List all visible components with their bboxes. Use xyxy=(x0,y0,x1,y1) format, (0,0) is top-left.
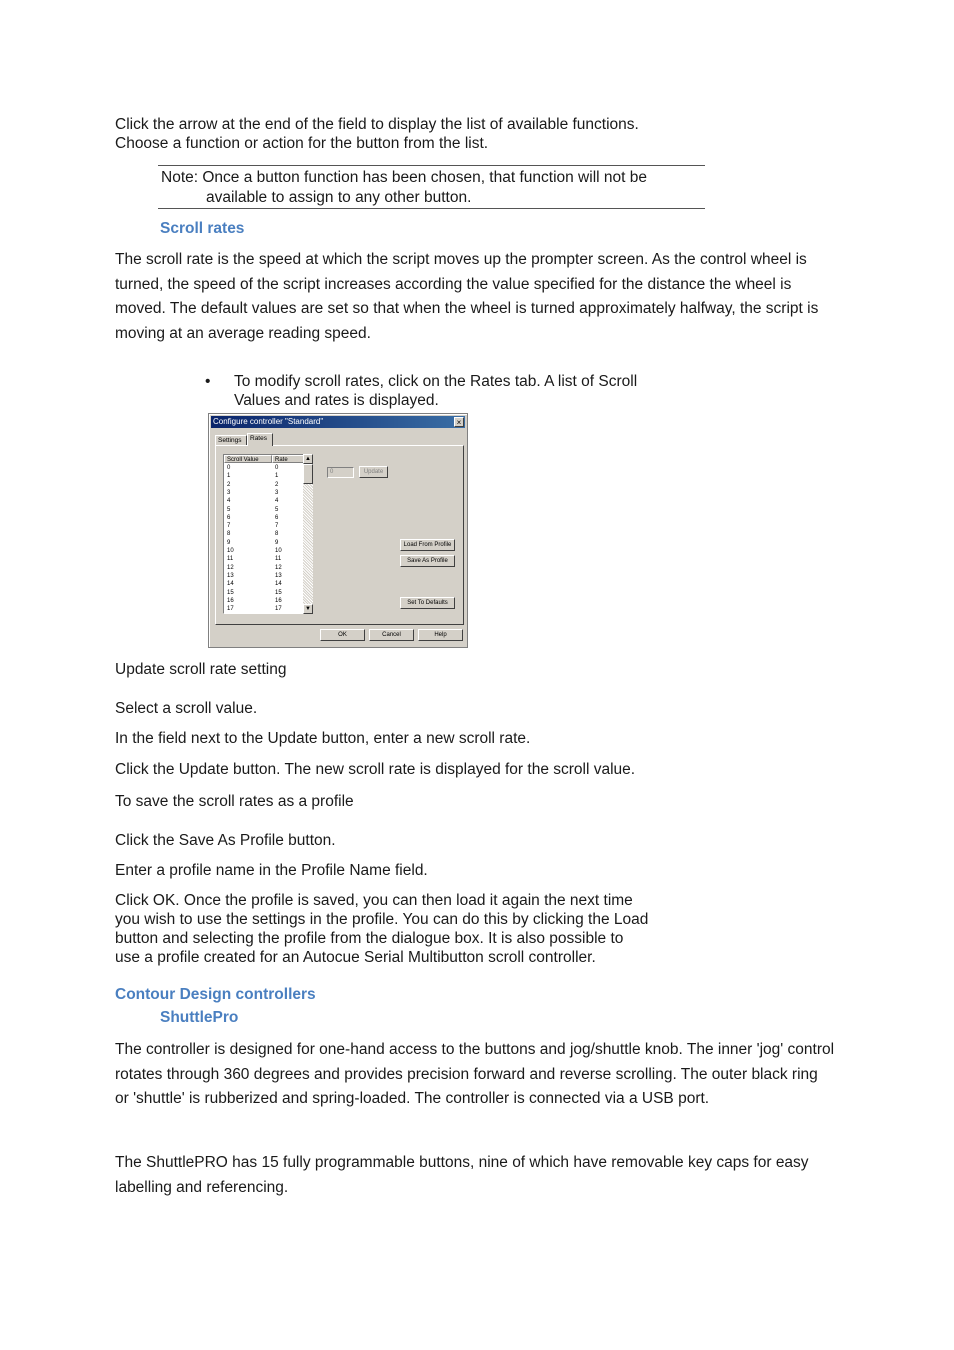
scroll-value-cell: 12 xyxy=(227,564,234,571)
list-scrollbar[interactable] xyxy=(303,454,313,614)
rate-cell: 4 xyxy=(275,498,279,505)
list-item[interactable] xyxy=(227,506,307,514)
rate-cell: 12 xyxy=(275,564,282,571)
update-step-3: Click the Update button. The new scroll rate is displayed for the scroll value. xyxy=(115,761,636,778)
save-step-3-line-1: Click OK. Once the profile is saved, you can then load it again the next time xyxy=(115,892,633,909)
contour-paragraph-1: The controller is designed for one-hand access to the buttons and jog/shuttle knob. The inner 'jog' control rotates through 360 degrees and provides precision forward and reverse scrolling. The outer black ring or 'shuttle' is rubberized and spring-loaded. The controller is connected via a USB port. xyxy=(115,1041,835,1107)
rate-cell: 2 xyxy=(275,481,279,488)
scroll-rates-heading: Scroll rates xyxy=(160,220,245,237)
intro-line-1: Click the arrow at the end of the field to display the list of available functions. xyxy=(115,116,639,133)
rate-cell: 10 xyxy=(275,548,282,554)
scroll-value-cell: 6 xyxy=(227,514,231,521)
help-button[interactable]: Help xyxy=(418,629,463,641)
scroll-value-cell: 10 xyxy=(227,548,234,554)
rate-cell: 0 xyxy=(275,465,279,471)
save-step-2: Enter a profile name in the Profile Name field. xyxy=(115,862,428,879)
rate-cell: 8 xyxy=(275,531,279,538)
list-item[interactable] xyxy=(227,547,307,555)
scroll-up-icon[interactable]: ▲ xyxy=(303,454,313,464)
scroll-value-cell: 0 xyxy=(227,465,231,471)
update-button[interactable]: Update xyxy=(359,466,388,478)
list-item[interactable] xyxy=(227,497,307,505)
configure-controller-dialog xyxy=(208,413,468,648)
list-item[interactable] xyxy=(227,514,307,522)
save-step-3-line-3: button and selecting the profile from the dialogue box. It is also possible to xyxy=(115,930,624,947)
ok-button[interactable]: OK xyxy=(320,629,365,641)
rate-input[interactable]: 0 xyxy=(327,467,354,478)
list-item[interactable] xyxy=(227,605,307,613)
scroll-down-icon[interactable]: ▼ xyxy=(303,604,313,614)
rate-cell: 9 xyxy=(275,539,279,546)
bullet-line-2: Values and rates is displayed. xyxy=(234,392,439,409)
scroll-value-cell: 1 xyxy=(227,473,231,480)
rate-cell: 13 xyxy=(275,572,282,579)
list-item[interactable] xyxy=(227,597,307,605)
scroll-value-cell: 11 xyxy=(227,556,234,563)
load-from-profile-button[interactable]: Load From Profile xyxy=(400,539,455,551)
list-item[interactable] xyxy=(227,464,307,472)
save-step-1: Click the Save As Profile button. xyxy=(115,832,336,849)
column-header-scroll-value[interactable]: Scroll Value xyxy=(224,455,272,463)
scroll-value-cell: 9 xyxy=(227,539,231,546)
scroll-rates-paragraph: The scroll rate is the speed at which the script moves up the prompter screen. As the control wheel is turned, the speed of the script increases according the value specified for the distance the wheel is moved. The default values are set so that when the wheel is turned approximately halfway, the script is moving at an average reading speed. xyxy=(115,251,819,342)
tab-rates[interactable]: Rates xyxy=(247,433,273,446)
note-line-2: available to assign to any other button. xyxy=(206,189,472,206)
save-step-3-line-4: use a profile created for an Autocue Serial Multibutton scroll controller. xyxy=(115,949,596,966)
scroll-value-cell: 15 xyxy=(227,589,234,596)
rate-cell: 16 xyxy=(275,597,282,604)
update-step-2: In the field next to the Update button, enter a new scroll rate. xyxy=(115,730,531,747)
bullet-dot-icon: • xyxy=(205,373,211,390)
rate-cell: 11 xyxy=(275,556,282,563)
scroll-rate-list[interactable] xyxy=(223,454,313,614)
scroll-value-cell: 3 xyxy=(227,489,231,496)
contour-heading: Contour Design controllers xyxy=(115,986,316,1003)
scroll-value-cell: 13 xyxy=(227,572,234,579)
list-item[interactable] xyxy=(227,539,307,547)
list-item[interactable] xyxy=(227,564,307,572)
note-line-1: Note: Once a button function has been chosen, that function will not be xyxy=(161,169,647,186)
scroll-value-cell: 14 xyxy=(227,581,234,588)
save-as-profile-button[interactable]: Save As Profile xyxy=(400,555,455,567)
scroll-value-cell: 5 xyxy=(227,506,231,513)
rate-cell: 14 xyxy=(275,581,282,588)
close-icon[interactable]: × xyxy=(454,417,464,427)
set-to-defaults-button[interactable]: Set To Defaults xyxy=(400,597,455,609)
update-step-1: Select a scroll value. xyxy=(115,700,258,717)
scroll-value-cell: 4 xyxy=(227,498,231,505)
rate-cell: 17 xyxy=(275,606,282,613)
scrollbar-thumb[interactable] xyxy=(303,464,313,484)
shuttlepro-subheading: ShuttlePro xyxy=(160,1009,239,1026)
save-step-3-line-2: you wish to use the settings in the profile. You can do this by clicking the Load xyxy=(115,911,649,928)
list-item[interactable] xyxy=(227,472,307,480)
rate-cell: 15 xyxy=(275,589,282,596)
bullet-line-1: To modify scroll rates, click on the Rates tab. A list of Scroll xyxy=(234,373,638,390)
scroll-value-cell: 2 xyxy=(227,481,231,488)
scroll-value-cell: 17 xyxy=(227,606,234,613)
tab-settings[interactable]: Settings xyxy=(215,435,247,446)
list-item[interactable] xyxy=(227,555,307,563)
list-item[interactable] xyxy=(227,530,307,538)
update-heading: Update scroll rate setting xyxy=(115,661,287,678)
note-box xyxy=(158,165,705,209)
save-heading: To save the scroll rates as a profile xyxy=(115,793,354,810)
scroll-value-cell: 16 xyxy=(227,597,234,604)
scroll-value-cell: 8 xyxy=(227,531,231,538)
rate-cell: 5 xyxy=(275,506,279,513)
contour-paragraph-2: The ShuttlePRO has 15 fully programmable buttons, nine of which have removable key caps for easy labelling and referencing. xyxy=(115,1154,809,1196)
list-item[interactable] xyxy=(227,481,307,489)
scroll-value-cell: 7 xyxy=(227,523,231,530)
cancel-button[interactable]: Cancel xyxy=(369,629,414,641)
intro-line-2: Choose a function or action for the button from the list. xyxy=(115,135,489,152)
rate-cell: 1 xyxy=(275,473,279,480)
rate-cell: 3 xyxy=(275,489,279,496)
list-item[interactable] xyxy=(227,522,307,530)
dialog-title-bar xyxy=(211,416,465,428)
list-item[interactable] xyxy=(227,580,307,588)
list-item[interactable] xyxy=(227,589,307,597)
column-header-rate[interactable]: Rate xyxy=(272,455,304,463)
rate-cell: 7 xyxy=(275,523,279,530)
list-item[interactable] xyxy=(227,489,307,497)
dialog-title: Configure controller "Standard" xyxy=(213,417,324,426)
list-item[interactable] xyxy=(227,572,307,580)
rate-cell: 6 xyxy=(275,514,279,521)
